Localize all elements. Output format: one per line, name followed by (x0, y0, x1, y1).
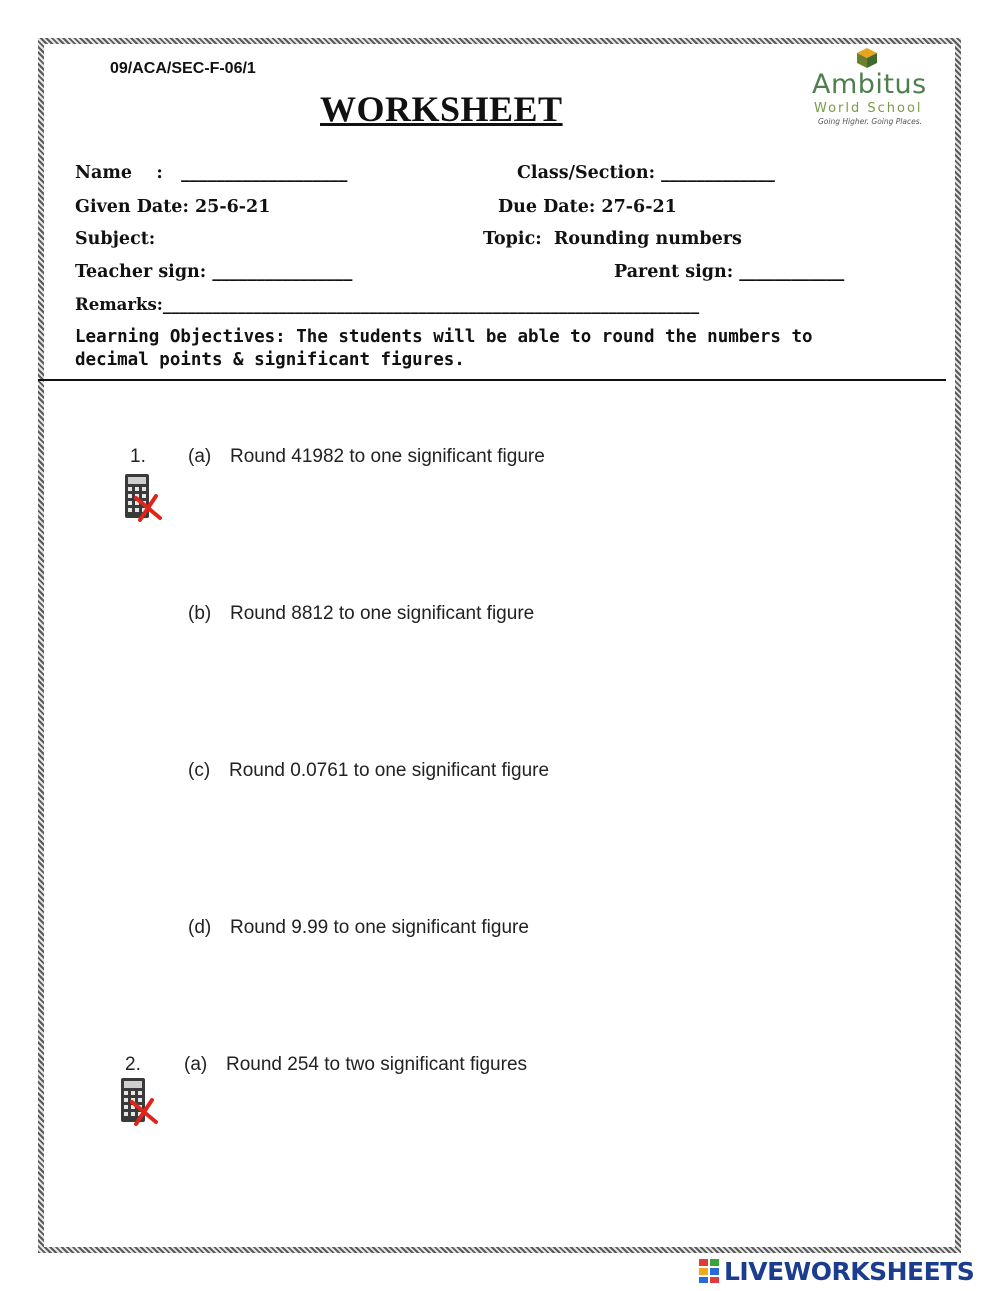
question-2-number: 2. (125, 1054, 141, 1075)
document-code: 09/ACA/SEC-F-06/1 (110, 60, 256, 77)
teacher-sign-field[interactable]: Teacher sign: ________________ (75, 262, 353, 282)
question-1b-label: (b) (188, 603, 212, 624)
name-field[interactable]: Name : ___________________ (75, 163, 348, 183)
question-1-number: 1. (130, 446, 146, 467)
question-2a-text: Round 254 to two significant figures (226, 1054, 528, 1075)
due-date: Due Date: 27-6-21 (498, 197, 677, 217)
given-date: Given Date: 25-6-21 (75, 197, 271, 217)
liveworksheets-wordmark: LIVEWORKSHEETS (724, 1256, 975, 1286)
parent-sign-field[interactable]: Parent sign: ____________ (614, 262, 845, 282)
liveworksheets-logo-icon (698, 1258, 720, 1284)
school-logo (808, 45, 943, 127)
cube-logo-icon (855, 47, 879, 69)
remarks-field[interactable]: Remarks:_________________________________________________________________ (75, 295, 700, 314)
logo-tagline: Going Higher. Going Places. (818, 117, 923, 126)
no-calculator-icon (118, 1076, 158, 1126)
question-1b-text: Round 8812 to one significant figure (230, 603, 535, 624)
liveworksheets-brand[interactable] (698, 1256, 974, 1286)
question-1a-text: Round 41982 to one significant figure (230, 446, 545, 467)
question-2a-label: (a) (184, 1054, 208, 1075)
question-1c-label: (c) (188, 760, 211, 781)
topic-label: Topic: Rounding numbers (483, 229, 742, 249)
header-divider (38, 379, 946, 381)
subject-label: Subject: (75, 229, 156, 249)
page-title: WORKSHEET (320, 89, 563, 129)
question-1d-text: Round 9.99 to one significant figure (230, 917, 529, 938)
learning-objectives (75, 326, 835, 372)
objectives-line-1: Learning Objectives: The students will be able to round the numbers to (75, 327, 813, 347)
class-section-field[interactable]: Class/Section: _____________ (517, 163, 775, 183)
objectives-line-2: decimal points & significant figures. (75, 350, 465, 370)
question-1d-label: (d) (188, 917, 212, 938)
logo-subtitle: World School (814, 101, 923, 116)
question-1a-label: (a) (188, 446, 212, 467)
question-1c-text: Round 0.0761 to one significant figure (229, 760, 550, 781)
no-calculator-icon (122, 472, 162, 522)
logo-name: Ambitus (812, 69, 927, 100)
